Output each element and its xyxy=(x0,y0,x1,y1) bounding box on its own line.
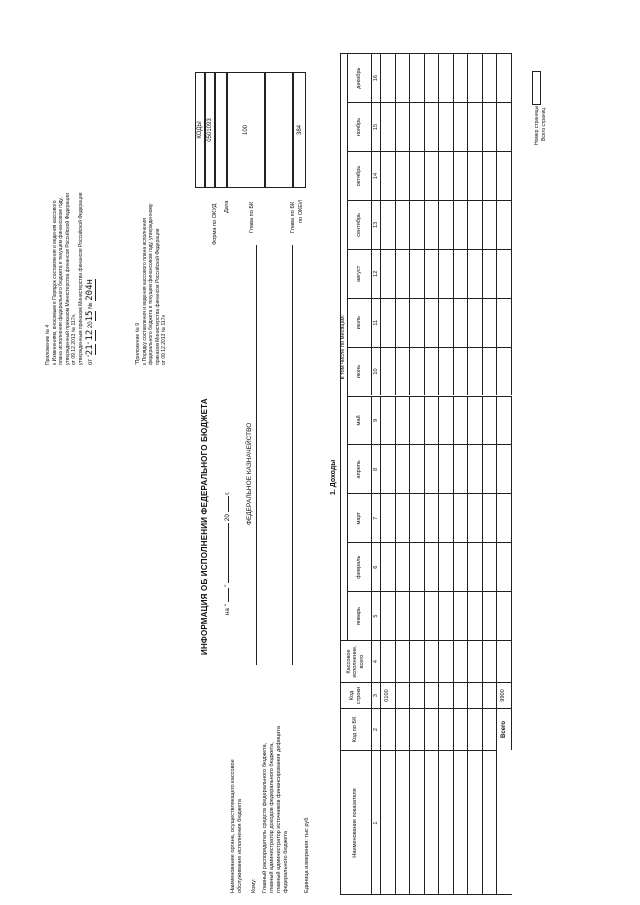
section-title: 1. Доходы xyxy=(330,459,337,495)
table-cell xyxy=(439,493,454,542)
table-cell xyxy=(425,542,440,591)
table-cell xyxy=(439,708,454,750)
page-number-box[interactable] xyxy=(532,71,541,105)
table-cell xyxy=(468,493,483,542)
header-month: декабрь xyxy=(348,53,372,102)
label-date: Дата xyxy=(224,200,230,213)
table-cell xyxy=(497,53,512,102)
code-glava: 100 xyxy=(227,72,265,188)
table-cell xyxy=(396,542,411,591)
table-cell xyxy=(396,53,411,102)
table-cell xyxy=(468,102,483,151)
table-cell xyxy=(439,151,454,200)
appendix-line: утвержденным приказом Министерства финансов Российской Федерации xyxy=(77,192,84,365)
table-cell xyxy=(381,708,396,750)
table-cell xyxy=(454,396,469,445)
column-number: 6 xyxy=(372,542,381,591)
header-month: июнь xyxy=(348,347,372,396)
table-cell xyxy=(410,53,425,102)
table-cell xyxy=(483,347,498,396)
table-cell xyxy=(396,396,411,445)
header-month: январь xyxy=(348,591,372,640)
table-cell xyxy=(483,200,498,249)
table-cell xyxy=(410,493,425,542)
appendix2-block xyxy=(135,204,168,365)
appendix-date-day: 21 xyxy=(84,344,95,356)
table-cell xyxy=(425,640,440,682)
label-page-number: Номер страницы xyxy=(534,105,540,145)
table-cell xyxy=(454,640,469,682)
table-cell xyxy=(483,151,498,200)
table-cell xyxy=(396,444,411,493)
header-kbk: Код по БК xyxy=(340,708,372,750)
table-cell xyxy=(439,542,454,591)
header-month: сентябрь xyxy=(348,200,372,249)
table-cell xyxy=(381,298,396,347)
table-cell xyxy=(454,151,469,200)
column-number: 15 xyxy=(372,102,381,151)
column-number: 13 xyxy=(372,200,381,249)
header-month: февраль xyxy=(348,542,372,591)
table-cell xyxy=(425,750,440,895)
table-cell xyxy=(425,396,440,445)
table-cell xyxy=(497,249,512,298)
page-title: ИНФОРМАЦИЯ ОБ ИСПОЛНЕНИИ ФЕДЕРАЛЬНОГО БЮДЖЕТА xyxy=(200,398,209,655)
table-cell xyxy=(425,493,440,542)
table-cell xyxy=(468,151,483,200)
column-number: 10 xyxy=(372,347,381,396)
table-cell xyxy=(396,493,411,542)
column-number: 4 xyxy=(372,640,381,682)
header-month: апрель xyxy=(348,444,372,493)
table-cell xyxy=(381,493,396,542)
table-cell xyxy=(483,249,498,298)
table-cell xyxy=(410,151,425,200)
table-cell xyxy=(439,640,454,682)
table-cell xyxy=(497,542,512,591)
header-month: май xyxy=(348,396,372,445)
header-month: август xyxy=(348,249,372,298)
table-cell xyxy=(410,750,425,895)
table-cell xyxy=(425,298,440,347)
label-glava-bk: Глава по БК xyxy=(249,201,255,233)
column-number: 2 xyxy=(372,708,381,750)
table-cell xyxy=(396,682,411,708)
table-cell xyxy=(483,53,498,102)
table-cell xyxy=(483,493,498,542)
table-cell xyxy=(483,640,498,682)
table-cell xyxy=(454,444,469,493)
table-cell xyxy=(439,682,454,708)
table-cell xyxy=(454,53,469,102)
table-cell xyxy=(468,708,483,750)
table-cell xyxy=(468,640,483,682)
table-cell xyxy=(483,542,498,591)
appendix-line: к Изменениям, вносимым в Порядок составления и ведения кассового xyxy=(51,200,58,365)
code-okud: 0501093 xyxy=(205,72,215,188)
table-cell xyxy=(410,542,425,591)
table-cell xyxy=(396,750,411,895)
column-number: 9 xyxy=(372,396,381,445)
table-cell xyxy=(425,151,440,200)
table-cell xyxy=(439,591,454,640)
table-cell xyxy=(381,102,396,151)
header-months-group: в том числе по месяцам: xyxy=(340,53,348,640)
appendix2-line: федерального бюджета в текущем финансовом году, утвержденному xyxy=(148,203,155,365)
column-number: 11 xyxy=(372,298,381,347)
table-cell xyxy=(497,396,512,445)
table-cell xyxy=(483,750,498,895)
label-recipient-types: Главный распорядитель средств федерального бюджета, главный администратор доходов федерального бюджета, главный администратор источников финансирования дефицита федерального бюджета xyxy=(262,725,289,893)
table-cell xyxy=(497,151,512,200)
table-cell xyxy=(468,396,483,445)
agency-name: ФЕДЕРАЛЬНОЕ КАЗНАЧЕЙСТВО xyxy=(246,422,253,525)
table-cell xyxy=(425,708,440,750)
table-cell xyxy=(454,591,469,640)
table-cell xyxy=(454,682,469,708)
table-cell xyxy=(410,708,425,750)
appendix-date-year: 15 xyxy=(84,310,95,322)
table-cell xyxy=(439,396,454,445)
table-cell xyxy=(497,591,512,640)
table-cell xyxy=(439,249,454,298)
table-cell xyxy=(483,708,498,750)
table-cell xyxy=(483,396,498,445)
column-number: 7 xyxy=(372,493,381,542)
table-cell xyxy=(468,750,483,895)
table-cell xyxy=(381,444,396,493)
header-month: октябрь xyxy=(348,151,372,200)
table-cell xyxy=(468,200,483,249)
recipient-underline xyxy=(292,245,293,665)
appendix-date: от "21" 12 2015 № 204н xyxy=(84,279,95,365)
table-cell xyxy=(396,591,411,640)
table-cell xyxy=(439,102,454,151)
table-cell xyxy=(454,298,469,347)
table-cell xyxy=(483,444,498,493)
label-to-whom: Кому: xyxy=(251,878,257,893)
appendix-date-number: 204н xyxy=(84,279,95,301)
table-cell xyxy=(468,542,483,591)
table-cell xyxy=(410,396,425,445)
income-table xyxy=(340,53,525,895)
table-cell xyxy=(410,591,425,640)
total-code-cell: 9900 xyxy=(497,682,512,708)
total-row-label: Всего xyxy=(501,720,507,738)
code-date xyxy=(215,72,227,188)
report-date-line: на " " 20 г. xyxy=(224,491,231,615)
table-cell xyxy=(410,200,425,249)
table-cell xyxy=(410,298,425,347)
table-cell xyxy=(497,347,512,396)
table-cell xyxy=(497,493,512,542)
table-cell xyxy=(410,249,425,298)
table-cell xyxy=(425,200,440,249)
appendix2-line: "Приложение № 9 xyxy=(135,322,141,365)
column-number: 5 xyxy=(372,591,381,640)
table-cell xyxy=(439,53,454,102)
header-code: Код строки xyxy=(340,682,372,708)
table-cell xyxy=(483,682,498,708)
table-cell xyxy=(410,444,425,493)
table-cell xyxy=(381,640,396,682)
header-month: ноябрь xyxy=(348,102,372,151)
header-month: март xyxy=(348,493,372,542)
table-cell xyxy=(381,347,396,396)
table-cell xyxy=(381,53,396,102)
table-cell xyxy=(381,151,396,200)
table-cell xyxy=(454,493,469,542)
appendix2-line: к Порядку составления и ведения кассового плана исполнения xyxy=(141,218,148,365)
table-cell xyxy=(468,591,483,640)
header-month: июль xyxy=(348,298,372,347)
table-cell xyxy=(396,347,411,396)
table-cell xyxy=(381,542,396,591)
appendix-date-month: 12 xyxy=(84,329,95,341)
table-cell xyxy=(483,298,498,347)
table-cell xyxy=(425,249,440,298)
table-cell xyxy=(425,102,440,151)
table-cell xyxy=(497,750,512,895)
column-number: 8 xyxy=(372,444,381,493)
codes-header: КОДЫ xyxy=(195,72,205,188)
column-number: 3 xyxy=(372,682,381,708)
appendix2-line: приказом Министерства финансов Российской Федерации xyxy=(154,228,161,365)
table-cell xyxy=(454,249,469,298)
row-code-cell: 0100 xyxy=(381,682,396,708)
table-cell xyxy=(468,682,483,708)
label-total-pages: Всего страниц xyxy=(541,107,547,141)
agency-underline xyxy=(256,245,257,665)
column-number: 14 xyxy=(372,151,381,200)
table-cell xyxy=(410,102,425,151)
appendix-line: плана исполнения федерального бюджета в текущем финансовом году, xyxy=(58,197,65,365)
table-cell xyxy=(381,396,396,445)
appendix-line: от 09.12.2013 № 117н, xyxy=(71,313,78,365)
table-cell xyxy=(396,200,411,249)
appendix-block xyxy=(45,193,94,365)
label-okud: Форма по ОКУД xyxy=(212,203,218,245)
code-empty xyxy=(265,72,293,188)
table-cell xyxy=(381,249,396,298)
table-cell xyxy=(454,708,469,750)
table-cell xyxy=(439,347,454,396)
table-cell xyxy=(454,542,469,591)
table-cell xyxy=(439,444,454,493)
appendix-line: утвержденный приказом Министерства финансов Российской Федерации xyxy=(64,193,71,365)
label-okei: по ОКЕИ xyxy=(298,199,304,223)
table-cell xyxy=(468,444,483,493)
table-cell xyxy=(454,347,469,396)
table-cell xyxy=(483,591,498,640)
table-cell xyxy=(497,444,512,493)
table-cell xyxy=(410,347,425,396)
label-glava-bk-2: Глава по БК xyxy=(290,201,296,233)
table-cell xyxy=(454,102,469,151)
table-cell xyxy=(497,102,512,151)
table-cell xyxy=(497,298,512,347)
table-cell xyxy=(468,347,483,396)
table-cell xyxy=(425,347,440,396)
table-cell xyxy=(396,249,411,298)
table-cell xyxy=(425,682,440,708)
table-cell xyxy=(468,53,483,102)
table-cell xyxy=(454,750,469,895)
header-name: Наименование показателя xyxy=(340,750,372,895)
table-cell xyxy=(425,591,440,640)
table-cell xyxy=(425,53,440,102)
table-cell xyxy=(410,682,425,708)
header-total: Кассовое исполнение, всего xyxy=(340,640,372,682)
column-number: 1 xyxy=(372,750,381,895)
table-cell xyxy=(439,200,454,249)
label-unit-of-measure: Единица измерения: тыс руб xyxy=(304,817,310,893)
table-cell xyxy=(439,750,454,895)
table-cell xyxy=(468,249,483,298)
table-cell xyxy=(439,298,454,347)
table-cell xyxy=(454,200,469,249)
table-cell xyxy=(396,708,411,750)
table-cell xyxy=(468,298,483,347)
table-cell xyxy=(410,640,425,682)
table-cell xyxy=(381,591,396,640)
column-number: 12 xyxy=(372,249,381,298)
appendix-line: Приложение № 4 xyxy=(45,324,51,365)
table-cell xyxy=(381,200,396,249)
table-cell xyxy=(483,102,498,151)
table-cell xyxy=(396,298,411,347)
table-cell xyxy=(381,750,396,895)
table-cell xyxy=(497,640,512,682)
appendix2-line: от 09.12.2013 № 117н xyxy=(161,314,168,365)
table-cell xyxy=(396,102,411,151)
codes-box xyxy=(195,70,326,188)
column-number: 16 xyxy=(372,53,381,102)
label-cash-service-organ: Наименование органа, осуществляющего кассовое обслуживание исполнения бюджета xyxy=(230,759,243,893)
table-cell xyxy=(497,200,512,249)
table-cell xyxy=(425,444,440,493)
table-cell xyxy=(396,640,411,682)
table-cell xyxy=(396,151,411,200)
code-okei: 384 xyxy=(293,72,306,188)
